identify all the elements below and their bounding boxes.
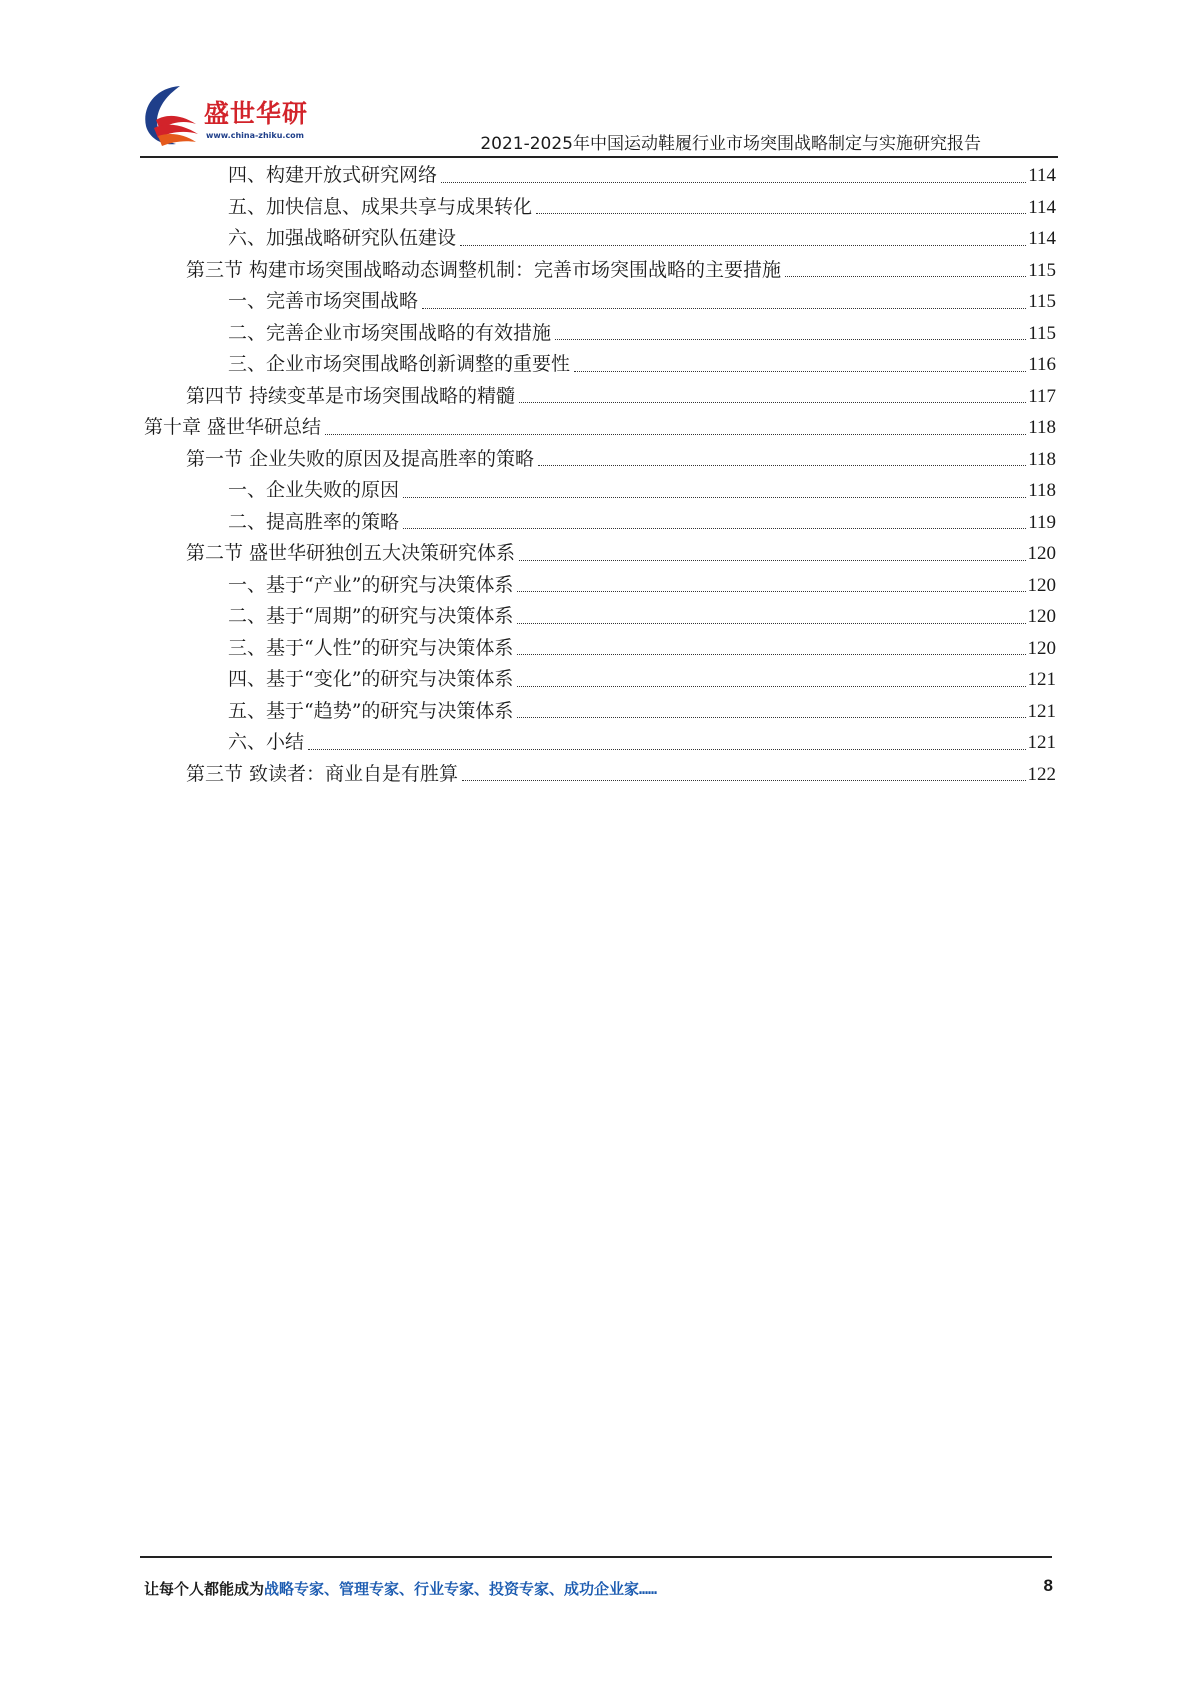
- toc-entry[interactable]: [144, 286, 1056, 318]
- slogan-prefix: 让每个人都能成为: [144, 1580, 265, 1598]
- toc-entry[interactable]: [144, 223, 1056, 255]
- table-of-contents: [144, 160, 1056, 790]
- toc-entry-label: 五、加快信息、成果共享与成果转化: [228, 195, 533, 218]
- toc-entry[interactable]: [144, 633, 1056, 665]
- toc-entry-page: 114: [1028, 165, 1056, 186]
- toc-entry[interactable]: [144, 412, 1056, 444]
- toc-entry-label: 六、小结: [228, 731, 305, 753]
- toc-leader-dots: [462, 779, 1025, 781]
- toc-entry[interactable]: [144, 696, 1056, 728]
- toc-entry-page: 119: [1028, 511, 1056, 533]
- toc-entry-page: 121: [1027, 669, 1056, 690]
- toc-entry-page: 118: [1028, 480, 1056, 501]
- toc-entry-page: 117: [1028, 385, 1056, 407]
- footer-slogan: [144, 1578, 657, 1599]
- toc-entry-label: 四、基于“变化”的研究与决策体系: [228, 668, 514, 690]
- toc-entry-label: 第三节 构建市场突围战略动态调整机制：完善市场突围战略的主要措施: [186, 258, 782, 281]
- logo-name: 盛世华研: [204, 99, 309, 128]
- toc-entry[interactable]: [144, 538, 1056, 570]
- toc-leader-dots: [574, 370, 1026, 372]
- toc-entry[interactable]: [144, 727, 1056, 759]
- toc-entry-page: 122: [1027, 763, 1056, 785]
- toc-entry-page: 114: [1028, 228, 1056, 249]
- toc-entry[interactable]: [144, 160, 1056, 192]
- toc-entry-page: 118: [1028, 417, 1056, 438]
- toc-entry-page: 121: [1027, 700, 1056, 722]
- toc-entry-label: 第四节 持续变革是市场突围战略的精髓: [186, 384, 516, 407]
- slogan-suffix: ……: [639, 1580, 658, 1598]
- toc-leader-dots: [517, 685, 1025, 687]
- toc-leader-dots: [422, 307, 1026, 309]
- toc-entry-page: 114: [1028, 196, 1056, 218]
- toc-entry[interactable]: [144, 444, 1056, 476]
- toc-entry[interactable]: [144, 570, 1056, 602]
- toc-entry[interactable]: [144, 507, 1056, 539]
- toc-leader-dots: [441, 181, 1026, 183]
- toc-leader-dots: [403, 496, 1026, 498]
- toc-entry[interactable]: [144, 192, 1056, 224]
- toc-entry[interactable]: [144, 255, 1056, 287]
- toc-leader-dots: [517, 716, 1025, 718]
- toc-leader-dots: [785, 275, 1026, 277]
- toc-leader-dots: [517, 622, 1025, 624]
- toc-entry-label: 二、提高胜率的策略: [228, 510, 400, 533]
- logo-swoosh-icon: [140, 80, 210, 152]
- toc-entry[interactable]: [144, 759, 1056, 791]
- company-logo: [140, 80, 310, 152]
- slogan-highlight: 战略专家、管理专家、行业专家、投资专家、成功企业家: [264, 1580, 640, 1598]
- toc-entry-page: 120: [1027, 637, 1056, 659]
- toc-entry-label: 一、基于“产业”的研究与决策体系: [228, 573, 514, 596]
- toc-entry-page: 120: [1027, 574, 1056, 596]
- toc-leader-dots: [325, 433, 1026, 435]
- toc-leader-dots: [517, 653, 1025, 655]
- toc-entry-page: 121: [1027, 732, 1056, 753]
- toc-entry-label: 一、完善市场突围战略: [228, 290, 419, 312]
- toc-leader-dots: [538, 464, 1026, 466]
- toc-entry-page: 118: [1028, 448, 1056, 470]
- toc-entry[interactable]: [144, 349, 1056, 381]
- report-title: 2021-2025年中国运动鞋履行业市场突围战略制定与实施研究报告: [480, 134, 981, 154]
- page-number: 8: [1043, 1576, 1053, 1595]
- toc-entry-label: 第二节 盛世华研独创五大决策研究体系: [186, 542, 516, 564]
- header-divider: [140, 156, 1058, 158]
- footer-divider: [140, 1556, 1052, 1558]
- toc-entry-label: 第十章 盛世华研总结: [144, 416, 322, 438]
- toc-entry-label: 第三节 致读者：商业自是有胜算: [186, 762, 459, 785]
- toc-entry-page: 116: [1028, 354, 1056, 375]
- toc-entry-page: 115: [1028, 291, 1056, 312]
- toc-leader-dots: [308, 748, 1025, 750]
- toc-entry-page: 120: [1027, 606, 1056, 627]
- toc-entry-label: 二、完善企业市场突围战略的有效措施: [228, 321, 552, 344]
- toc-leader-dots: [519, 401, 1026, 403]
- toc-leader-dots: [555, 338, 1026, 340]
- toc-entry-label: 一、企业失败的原因: [228, 479, 400, 501]
- toc-entry-label: 第一节 企业失败的原因及提高胜率的策略: [186, 447, 535, 470]
- toc-leader-dots: [460, 244, 1026, 246]
- toc-entry[interactable]: [144, 475, 1056, 507]
- toc-entry[interactable]: [144, 381, 1056, 413]
- toc-entry-page: 115: [1028, 322, 1056, 344]
- toc-entry[interactable]: [144, 664, 1056, 696]
- toc-entry-label: 三、企业市场突围战略创新调整的重要性: [228, 353, 571, 375]
- toc-leader-dots: [517, 590, 1025, 592]
- toc-entry-page: 120: [1027, 543, 1056, 564]
- toc-entry-label: 二、基于“周期”的研究与决策体系: [228, 605, 514, 627]
- toc-leader-dots: [403, 527, 1026, 529]
- toc-entry-label: 六、加强战略研究队伍建设: [228, 227, 457, 249]
- toc-entry-label: 五、基于“趋势”的研究与决策体系: [228, 699, 514, 722]
- toc-entry-page: 115: [1028, 259, 1056, 281]
- toc-leader-dots: [536, 212, 1026, 214]
- logo-url: www.china-zhiku.com: [206, 131, 305, 140]
- toc-entry[interactable]: [144, 318, 1056, 350]
- toc-entry-label: 四、构建开放式研究网络: [228, 164, 438, 186]
- toc-leader-dots: [519, 559, 1025, 561]
- toc-entry[interactable]: [144, 601, 1056, 633]
- toc-entry-label: 三、基于“人性”的研究与决策体系: [228, 636, 514, 659]
